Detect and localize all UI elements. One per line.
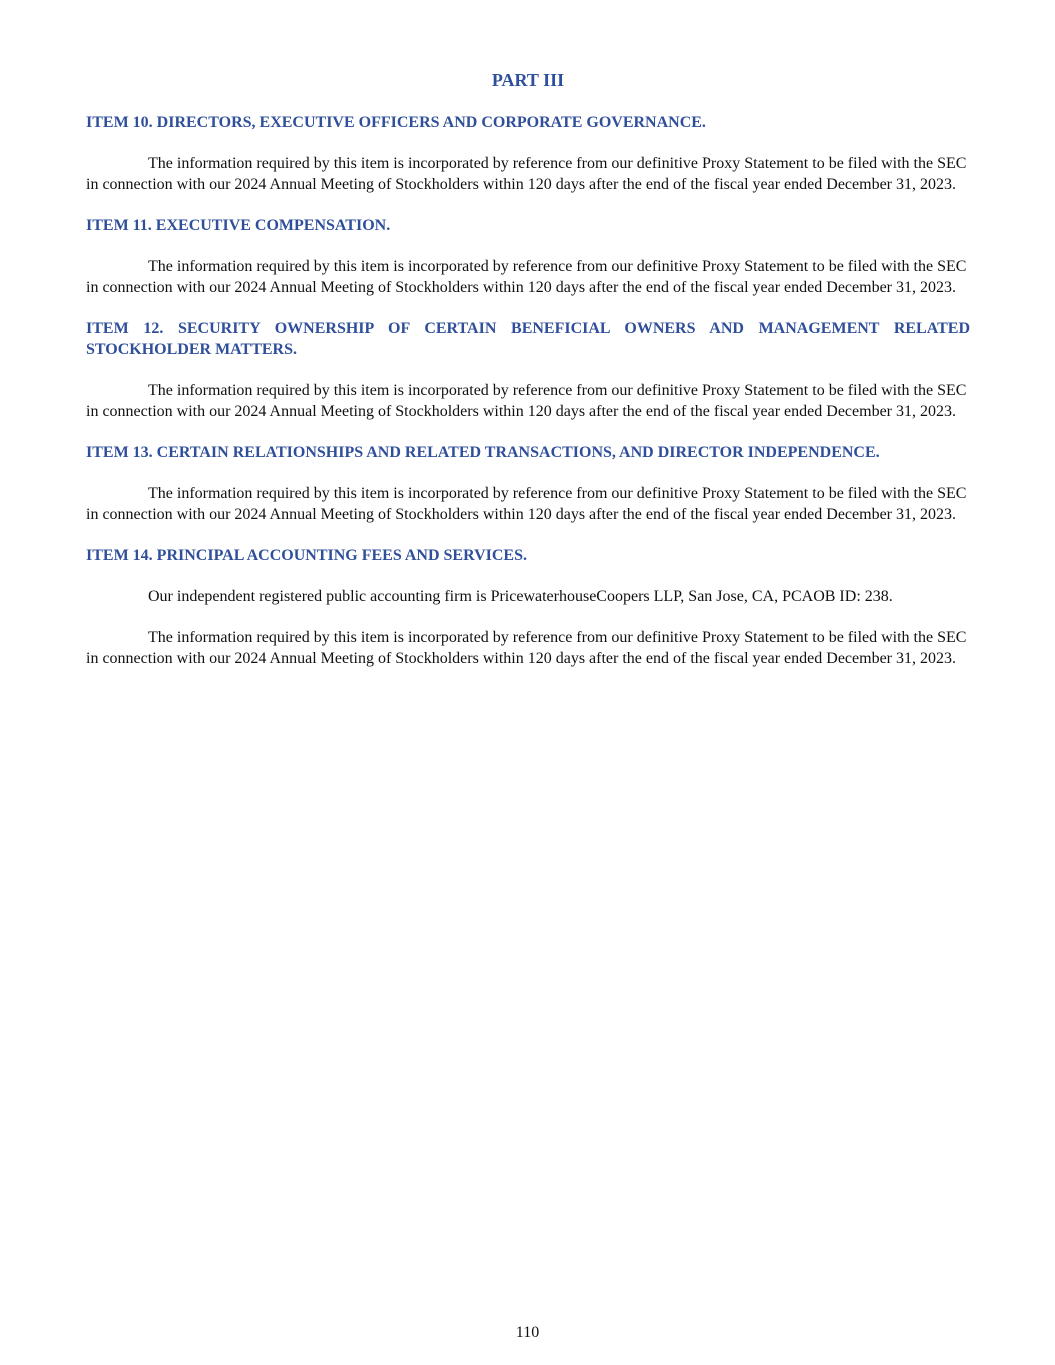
section-item-10 [86,112,970,195]
page-number: 110 [515,1324,540,1341]
section-heading: ITEM 13. CERTAIN RELATIONSHIPS AND RELATED TRANSACTIONS, AND DIRECTOR INDEPENDENCE. [86,444,880,461]
section-paragraph: The information required by this item is incorporated by reference from our definitive Proxy Statement to be filed with the SEC in connection with our 2024 Annual Meeting of Stockholders within 120 days after the end of the fiscal year ended December 31, 2023. [86,155,967,193]
section-heading: ITEM 10. DIRECTORS, EXECUTIVE OFFICERS AND CORPORATE GOVERNANCE. [86,114,706,131]
section-item-12 [86,318,970,422]
section-item-14 [86,545,970,669]
section-heading: ITEM 11. EXECUTIVE COMPENSATION. [86,217,391,234]
section-paragraph: The information required by this item is incorporated by reference from our definitive Proxy Statement to be filed with the SEC in connection with our 2024 Annual Meeting of Stockholders within 120 days after the end of the fiscal year ended December 31, 2023. [86,485,967,523]
section-heading: ITEM 14. PRINCIPAL ACCOUNTING FEES AND SERVICES. [86,547,527,564]
section-paragraph: The information required by this item is incorporated by reference from our definitive Proxy Statement to be filed with the SEC in connection with our 2024 Annual Meeting of Stockholders within 120 days after the end of the fiscal year ended December 31, 2023. [86,629,967,667]
section-paragraph: The information required by this item is incorporated by reference from our definitive Proxy Statement to be filed with the SEC in connection with our 2024 Annual Meeting of Stockholders within 120 days after the end of the fiscal year ended December 31, 2023. [86,258,967,296]
section-item-13 [86,442,970,525]
section-paragraph: The information required by this item is incorporated by reference from our definitive Proxy Statement to be filed with the SEC in connection with our 2024 Annual Meeting of Stockholders within 120 days after the end of the fiscal year ended December 31, 2023. [86,382,967,420]
section-item-11 [86,215,970,298]
part-title: PART III [491,70,565,90]
section-heading: ITEM 12. SECURITY OWNERSHIP OF CERTAIN BENEFICIAL OWNERS AND MANAGEMENT RELATED STOCKHOLDER MATTERS. [86,320,970,358]
document-page [86,68,970,689]
section-paragraph: Our independent registered public accounting firm is PricewaterhouseCoopers LLP, San Jose, CA, PCAOB ID: 238. [148,588,893,605]
